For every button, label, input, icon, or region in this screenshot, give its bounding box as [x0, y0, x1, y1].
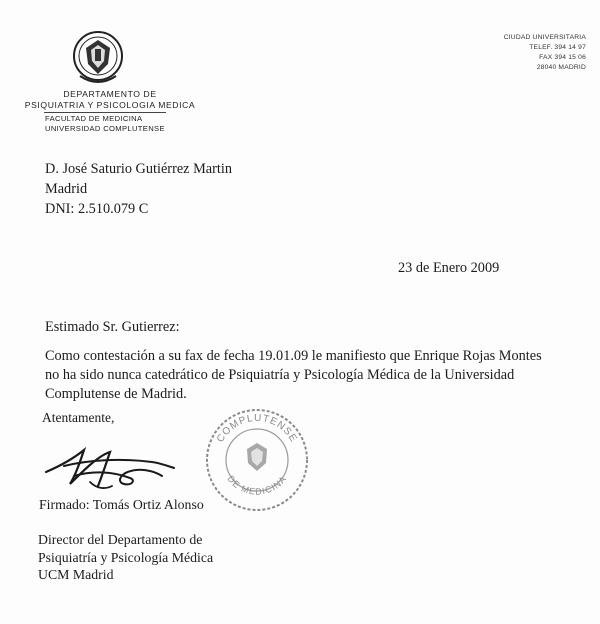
body-line: no ha sido nunca catedrático de Psiquiatría y Psicología Médica de la Universidad	[45, 367, 515, 383]
recipient-name: D. José Saturio Gutiérrez Martin	[45, 161, 233, 177]
contact-fax: FAX 394 15 06	[539, 54, 586, 61]
stamp-top-text: COMPLUTENSE	[214, 412, 300, 445]
recipient-city: Madrid	[45, 181, 88, 197]
contact-campus: CIUDAD UNIVERSITARIA	[503, 34, 586, 41]
recipient-address	[45, 159, 232, 219]
body-paragraph	[45, 347, 542, 404]
department-line1: DEPARTAMENTO DE	[63, 89, 157, 99]
letterhead-divider	[44, 112, 166, 113]
contact-block	[504, 33, 586, 73]
department-line2: PSIQUIATRIA Y PSICOLOGIA MEDICA	[24, 99, 196, 110]
greeting: Estimado Sr. Gutierrez:	[45, 319, 180, 335]
faculty-name: FACULTAD DE MEDICINA	[45, 114, 143, 123]
svg-text:DE MEDICINA	[225, 474, 288, 497]
letter-date: 23 de Enero 2009	[398, 260, 500, 276]
university-crest-icon	[72, 30, 124, 86]
stamp-bottom-text: DE MEDICINA	[225, 473, 289, 497]
university-seal-stamp	[202, 405, 312, 515]
faculty-block	[45, 114, 165, 133]
closing: Atentamente,	[42, 410, 115, 425]
university-name: UNIVERSIDAD COMPLUTENSE	[45, 123, 165, 133]
department-name	[10, 89, 210, 110]
recipient-dni: DNI: 2.510.079 C	[45, 201, 149, 217]
body-line: Complutense de Madrid.	[45, 386, 187, 402]
body-line: Como contestación a su fax de fecha 19.01.09 le manifiesto que Enrique Rojas Montes	[45, 348, 542, 364]
handwritten-signature	[40, 436, 190, 494]
contact-postal: 28040 MADRID	[536, 64, 586, 71]
signer-role-line: Director del Departamento de	[38, 532, 203, 547]
signer-role	[38, 531, 213, 584]
signer-role-line: UCM Madrid	[38, 567, 114, 582]
contact-phone: TELEF. 394 14 97	[529, 44, 586, 51]
signed-by: Firmado: Tomás Ortiz Alonso	[39, 497, 204, 512]
signer-role-line: Psiquiatría y Psicología Médica	[38, 549, 214, 565]
